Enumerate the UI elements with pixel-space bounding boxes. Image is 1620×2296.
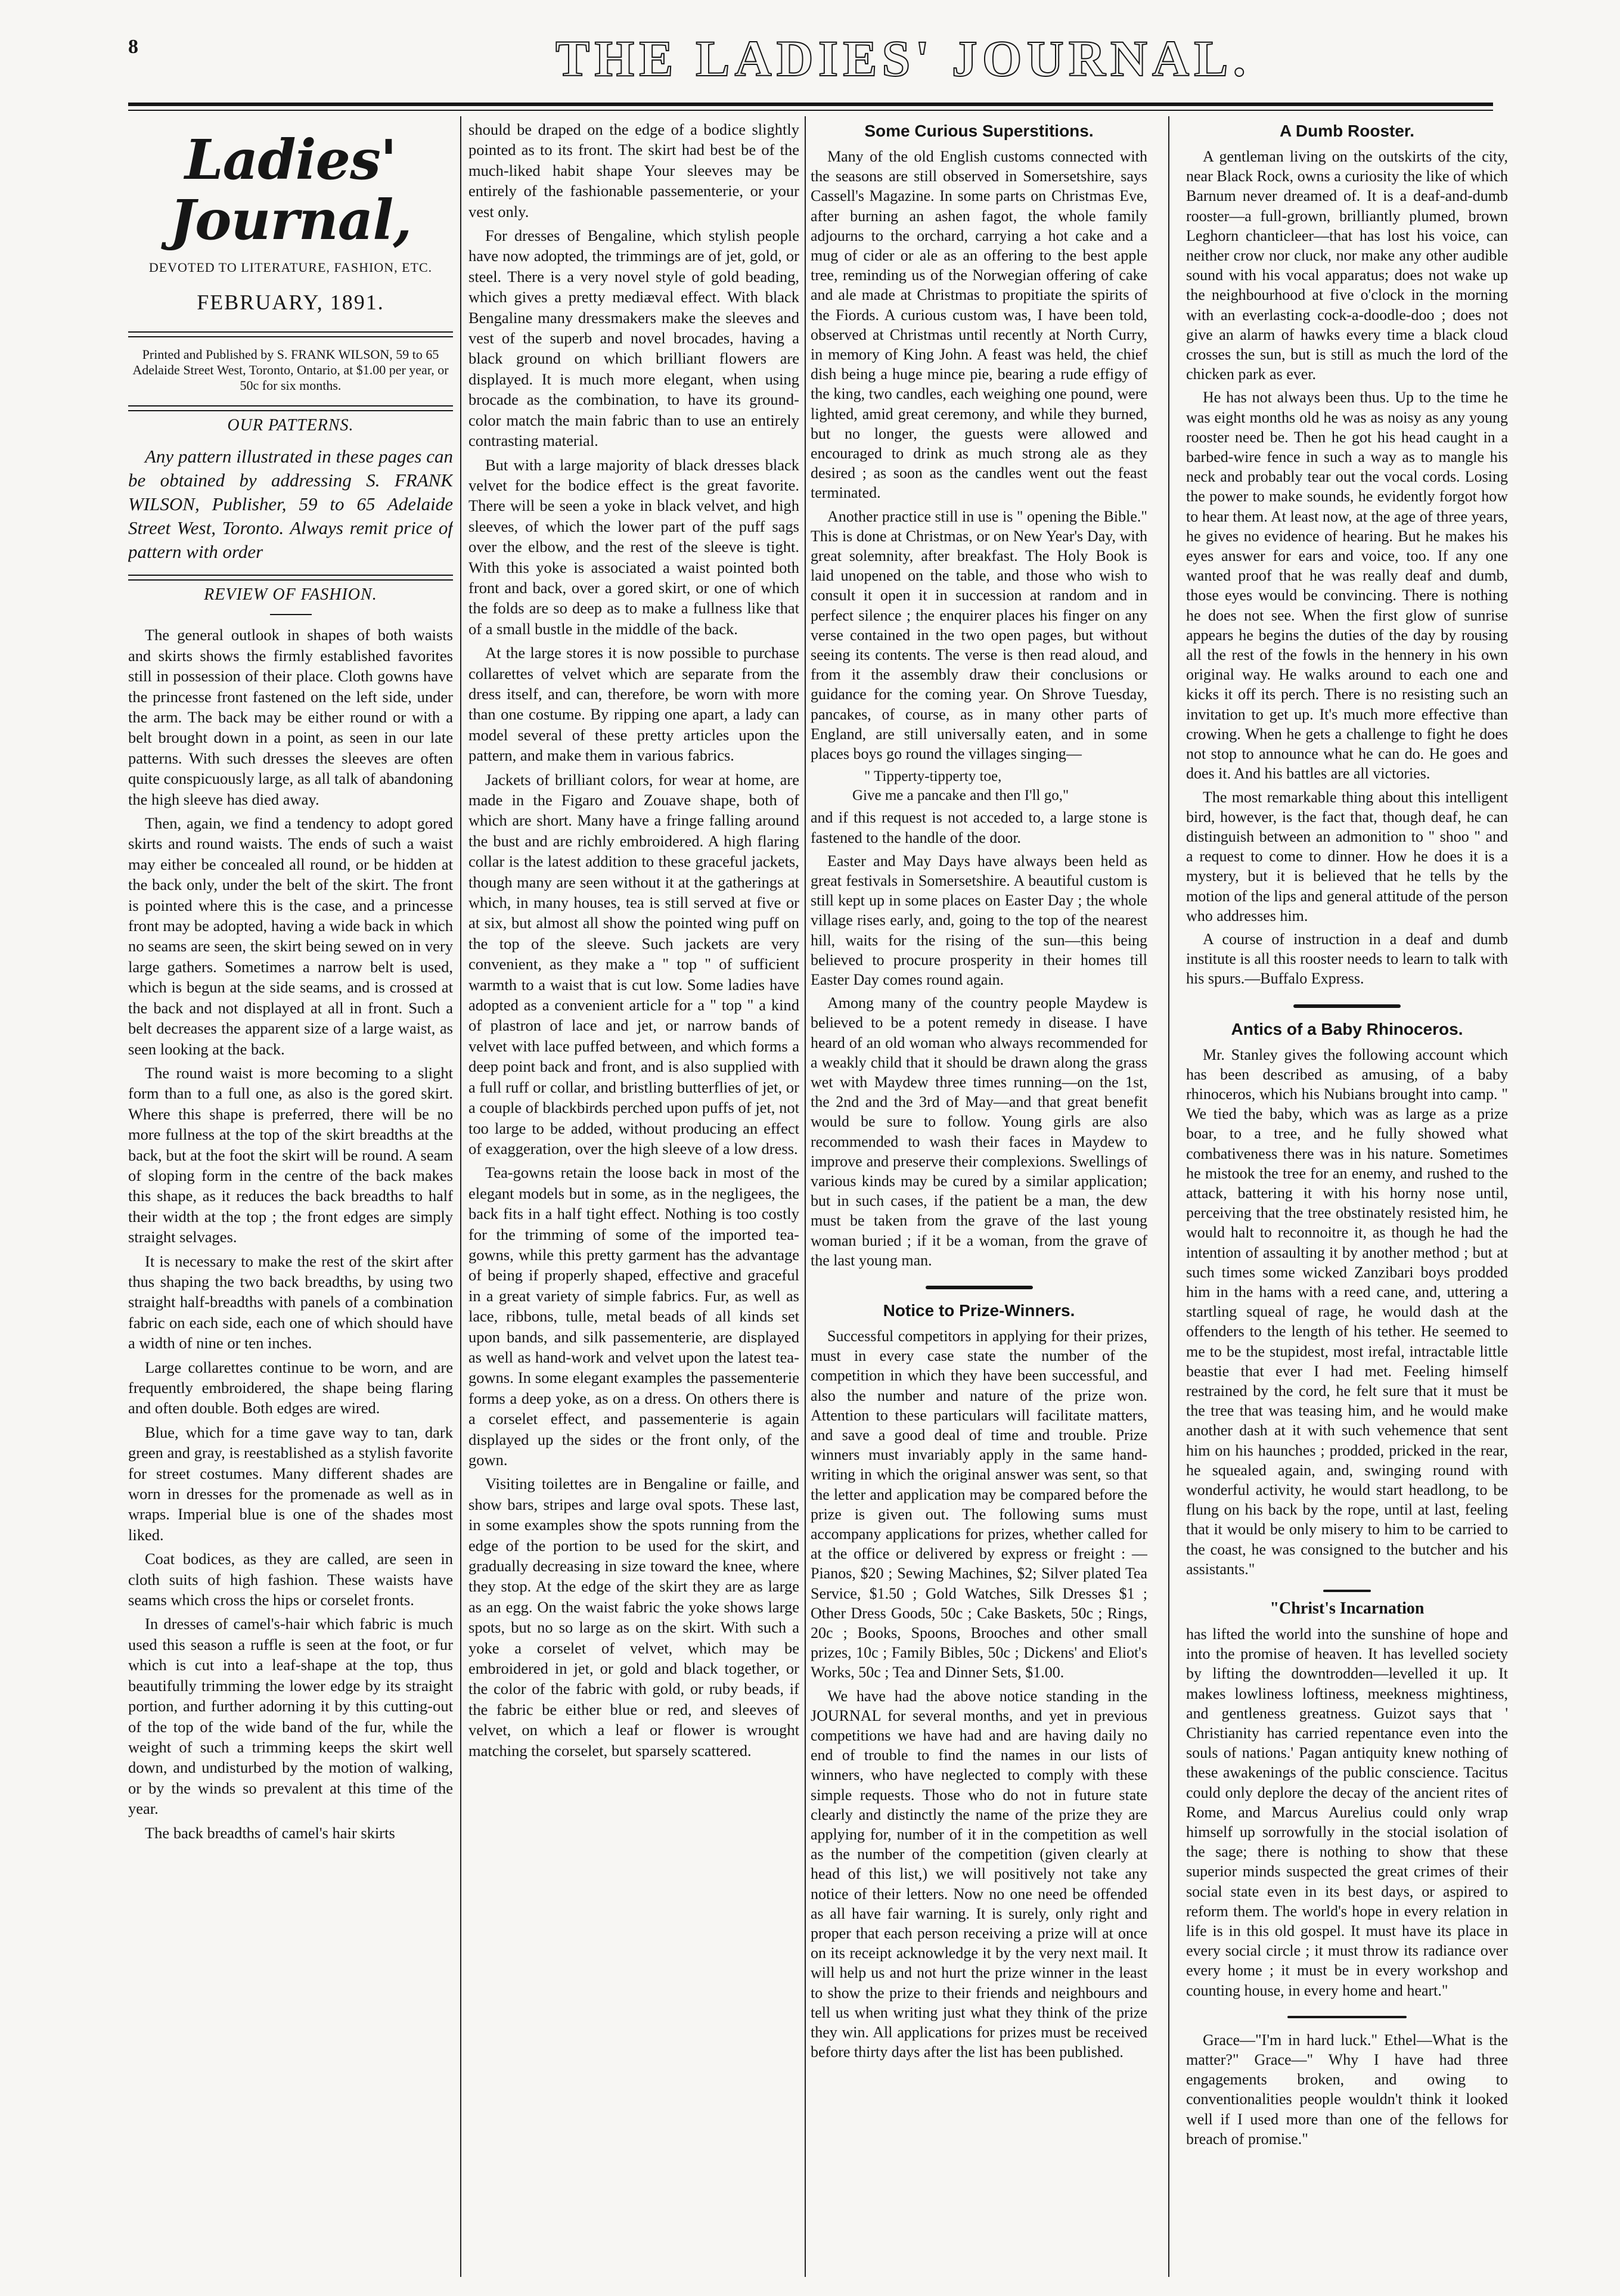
- article-paragraph: A course of instruction in a deaf and dumb institute is all this rooster needs to learn to talk with his spurs.—Buffalo Express.: [1186, 930, 1508, 988]
- article-paragraph: Coat bodices, as they are called, are seen in cloth suits of high fashion. These waists have seams which cross the hips or corselet fronts.: [128, 1550, 453, 1609]
- section-divider: [1323, 1590, 1371, 1592]
- prize-heading: Notice to Prize-Winners.: [883, 1301, 1075, 1320]
- verse-line: " Tipperty-tipperty toe,: [864, 768, 1002, 785]
- journal-tagline: DEVOTED TO LITERATURE, FASHION, ETC.: [148, 260, 433, 275]
- page-number: 8: [128, 36, 138, 58]
- column-rule-3: [1168, 116, 1169, 2277]
- article-paragraph: Jackets of brilliant colors, for wear at home, are made in the Figaro and Zouave shape, both of which are short. Many have a fringe falling around the bust and are richly embroidered. A high flaring collar is the latest addition to these graceful jackets, though many are seen without it at the gatherings at which, in many houses, tea is still served at five or at six, but almost all show the pointed wing puff on the top of the sleeve. Such jackets are very convenient, as they make a " top " of sufficient warmth to a waist that is cut low. Some ladies have adopted as a convenient article for a " top " a kind of plastron of lace and jet, or narrow bands of velvet with lace puffed between, and which forms a deep point back and front, and is also supplied with a full ruff or collar, and bristling butterflies of jet, or a couple of blackbirds perched upon puffs of jet, not too large to be added, without producing an effect of exaggeration, over the high sleeve of a low dress.: [468, 770, 799, 1158]
- column-rule-1: [460, 116, 461, 2277]
- divider: [128, 575, 453, 581]
- article-paragraph: Among many of the country people Maydew is believed to be a potent remedy in disease. I have heard of an old woman who always recommended for a weakly child that it should be drawn along the grass wet with Maydew three times running—on the 1st, the 2nd and the 3rd of May—and that great benefit would be sure to follow. Young girls are also recommended to wash their faces in Maydew to improve and preserve their complexions. Swellings of various kinds may be cured by a similar application; but in such cases, if the patient be a man, the dew must be taken from the grave of the last young woman buried ; if it be a woman, from the grave of the last young man.: [811, 994, 1147, 1269]
- superstitions-heading: Some Curious Superstitions.: [864, 122, 1094, 140]
- review-heading: REVIEW OF FASHION.: [204, 585, 377, 604]
- article-paragraph: In dresses of camel's-hair which fabric is much used this season a ruffle is seen at the foot, or fur which is cut into a leaf-shape at the top, thus beautifully trimming the lower edge by its straight portion, and further adorning it by this cutting-out of the top of the wide band of the fur, while the weight of such a trimming keeps the skirt well down, and undisturbed by the motion of walking, or by the winds so prevalent at this time of the year.: [128, 1615, 453, 1818]
- article-paragraph: The round waist is more becoming to a slight form than to a full one, as also is the gored skirt. Where this shape is preferred, there will be no more fullness at the top of the skirt breadths at the back, but at the foot the skirt will be round. A seam of sloping form in the centre of the back makes this shape, as it reduces the back breadths to half their width at the top ; the front edges are simply straight selvages.: [128, 1063, 453, 1246]
- patterns-heading: OUR PATTERNS.: [227, 416, 354, 435]
- article-paragraph: The back breadths of camel's hair skirts: [145, 1823, 395, 1842]
- header-rule-thin: [128, 110, 1493, 111]
- patterns-text: Any pattern illustrated in these pages can be obtained by addressing S. FRANK WILSON, Publisher, 59 to 65 Adelaide Street West, Toronto. Always remit price of pattern with order: [128, 446, 453, 563]
- imprint: Printed and Published by S. FRANK WILSON, 59 to 65 Adelaide Street West, Toronto, Ontario, at $1.00 per year, or 50c for six months.: [132, 347, 449, 393]
- article-paragraph: should be draped on the edge of a bodice slightly pointed as to its front. The skirt had best be of the much-liked habit shape Your sleeves may be entirely of the fashionable passementerie, or your vest only.: [468, 120, 799, 221]
- article-paragraph: We have had the above notice standing in the JOURNAL for several months, and yet in previous competitions we have had and are having daily no end of trouble to find the names in our lists of winners, who have neglected to comply with these simple requests. Those who do not in future state clearly and distinctly the name of the prize they are applying for, number of it in the competition as well as the number of the competition (given clearly at head of this list,) we will positively not take any notice of their letters. Now no one need be offended as all have fair warning. It is surely, only right and proper that each person receiving a prize will at once on its receipt acknowledge it by the very next mail. It will help us and not hurt the prize winner in the least to show the prize to their friends and neighbours and tell us when writing just what they think of the prize they win. All applications for prizes must be received before thirty days after the list has been published.: [811, 1687, 1147, 2061]
- column-2: [468, 119, 799, 1764]
- christ-heading: "Christ's Incarnation: [1270, 1599, 1425, 1618]
- column-rule-2: [805, 116, 806, 2277]
- article-paragraph: Another practice still in use is " opening the Bible." This is done at Christmas, or on New Year's Day, with great solemnity, after breakfast. The Holy Book is laid unopened on the table, and those who wish to consult it open it in succession at random and in perfect silence ; the enquirer places his finger on any verse contained in the two open pages, but without seeing its contents. The verse is then read aloud, and from it the assembly draw their conclusions or guidance for the coming year. On Shrove Tuesday, pancakes, of course, as in many other parts of England, are still universally eaten, and in some places boys go round the villages singing—: [811, 507, 1147, 763]
- verse-line: Give me a pancake and then I'll go,": [852, 787, 1069, 804]
- article-paragraph: It is necessary to make the rest of the skirt after thus shaping the two back breadths, by using two straight half-breadths with panels of a combination fabric on each side, each one of which should have a width of nine or ten inches.: [128, 1252, 453, 1352]
- header-rule-thick: [128, 103, 1493, 106]
- section-divider: [1287, 2016, 1407, 2018]
- article-paragraph: Then, again, we find a tendency to adopt gored skirts and round waists. The ends of such a waist may either be concealed all round, or be hidden at the back only, under the belt of the skirt. The front is pointed where this is the case, and a princesse front may be adopted, having a wide back in which no seams are seen, the skirt being sewed on in very large gathers. Sometimes a narrow belt is used, which is begun at the side seams, and is crossed at the back and not displayed at all in front. Such a belt decreases the apparent size of a large waist, as seen looking at the back.: [128, 814, 453, 1058]
- divider: [128, 405, 453, 411]
- article-paragraph: Blue, which for a time gave way to tan, dark green and gray, is reestablished as a stylish favorite for street costumes. Many different shades are worn in dresses for the promenade as well as in wraps. Imperial blue is one of the shades most liked.: [128, 1423, 453, 1544]
- article-paragraph: He has not always been thus. Up to the time he was eight months old he was as noisy as any young rooster need be. Then he got his head caught in a barbed-wire fence in such a way as to mangle his neck and probably tear out the vocal cords. Losing the power to make sounds, he evidently forgot how to hear them. At least now, at the age of three years, he gives no evidence of hearing. But he makes his eyes answer for ears and voice, too. If any one wanted proof that he was really deaf and dumb, those eyes would be convincing. There is nothing he does not see. When the first glow of sunrise appears he begins the duties of the day by rousing all the rest of the fowls in the hennery in his own original way. He walks around to each one and kicks it off its perch. There is no resisting such an invitation to get up. It's much more effective than crowing. When he gets a challenge to fight he does not stop to announce what he can do. He goes and does it. And his battles are all victories.: [1186, 389, 1508, 783]
- article-paragraph: Grace—"I'm in hard luck." Ethel—What is the matter?" Grace—" Why I have had three engagements broken, and owing to conventionalities people wouldn't think it looked well if I used more than one of the fellows for breach of promise.": [1186, 2031, 1508, 2148]
- column-1: [128, 119, 453, 1847]
- issue-date: FEBRUARY, 1891.: [197, 290, 384, 315]
- journal-logo: Ladies' Journal,: [169, 128, 412, 253]
- article-paragraph: has lifted the world into the sunshine of hope and into the promise of heaven. It has levelled society by lifting the downtrodden—levelled it up. It makes lowliness loftiness, meekness mightiness, and gentleness greatness. Guizot says that ' Christianity has carried repentance even into the souls of nations.' Pagan antiquity knew nothing of these awakenings of the public conscience. Tacitus could only deplore the decay of the ancient rites of Rome, and Marcus Aurelius could only wrap himself up sorrowfully in the stocial isolation of the sage; there is nothing to show that these superior minds suspected the great crimes of their social state even in its best days, or aspired to reform them. The world's hope in every relation in life is in this old gospel. It must have its place in every social circle ; it must throw its radiance over every home ; it must be in every workshop and counting house, in every home and heart.": [1186, 1625, 1508, 1999]
- article-paragraph: But with a large majority of black dresses black velvet for the bodice effect is the great favorite. There will be seen a yoke in black velvet, and high sleeves, of which the lower part of the puff sags over the elbow, and the rest of the sleeve is tight. With this yoke is associated a waist pointed both front and back, over a gored skirt, or one of which the folds are so deep as to make a fullness like that of a small bustle in the middle of the back.: [468, 455, 799, 638]
- masthead: THE LADIES' JOURNAL.: [555, 30, 1250, 87]
- article-paragraph: Many of the old English customs connected with the seasons are still observed in Somersetshire, says Cassell's Magazine. In some parts on Christmas Eve, after burning an ashen fagot, the whole family adjourns to the orchard, carrying a hot cake and a mug of cider or ale as an offering to the best apple tree, reminding us of the Norwegian offering of cake and ale made at Christmas to propitiate the spirits of the Fiords. A curious custom was, I have been told, observed at Christmas until recently at North Curry, in memory of King John. A feast was held, the chief dish being a huge mince pie, bearing a rude effigy of the king, two candles, each weighing one pound, were lighted, amid great ceremony, and while they burned, but no longer, the guests were allowed and encouraged to drink as much strong ale as they desired ; as soon as the candles went out the feast terminated.: [811, 148, 1147, 502]
- section-divider: [1293, 1004, 1401, 1008]
- article-paragraph: Mr. Stanley gives the following account which has been described as amusing, of a baby rhinoceros, which his Nubians brought into camp. " We tied the baby, which was as large as a prize boar, to a tree, and he fully showed what combativeness there was in his nature. Sometimes he mistook the tree for an enemy, and rushed to the attack, battering it with his horny nose until, perceiving that the tree obstinately resisted him, he would halt to reconnoitre it, as though he had the intention of assaulting it by another method ; but at such times some wicked Zanzibari boys prodded him in the hams with a reed cane, and, uttering a startling squeal of rage, he would dash at the offenders to the length of his tether. He seemed to me to be the stupidest, most irefal, intractable little beastie that ever I had met. Feeling himself restrained by the cord, he felt sure that it must be the tree that was teasing him, and he would make another dash at it with such vehemence that sent him on his haunches ; prodded, pricked in the rear, he squealed again, and, swinging round with wonderful activity, he would start headlong, to be flung on his back by the rope, until at last, feeling that it would be only misery to him to be carried to the coast, he was consigned to the butcher and his assistants.": [1186, 1045, 1508, 1578]
- article-paragraph: Visiting toilettes are in Bengaline or faille, and show bars, stripes and large oval spots. These last, in some examples show the spots running from the edge of the portion to be used for the skirt, and gradually decreasing in size toward the knee, where they stop. At the edge of the skirt they are as large as an egg. On the waist fabric the yoke shows large spots, but no so large as on the skirt. With such a yoke a corselet of velvet, which may be embroidered in jet, or gold and black together, or the color of the fabric with gold, or ruby beads, if the fabric be either blue or red, and sleeves of velvet, on which a leaf or flower is wrought matching the corselet, but sparsely scattered.: [468, 1475, 799, 1760]
- article-paragraph: and if this request is not acceded to, a large stone is fastened to the handle of the door.: [811, 809, 1147, 846]
- short-rule: [270, 614, 312, 615]
- column-3: [811, 119, 1147, 2065]
- article-paragraph: The most remarkable thing about this intelligent bird, however, is the fact that, though deaf, he can distinguish between an admonition to " shoo " and a request to come to dinner. How he does it is a mystery, but it is believed that he tells by the motion of the lips and general attitude of the person who addresses him.: [1186, 788, 1508, 924]
- article-paragraph: The general outlook in shapes of both waists and skirts shows the firmly established favorites still in possession of their place. Cloth gowns have the princesse front fastened on the left side, under the arm. The back may be either round or with a belt brought down in a point, as seen in our late patterns. With such dresses the sleeves are often quite conspicuously large, as all talk of abandoning the high sleeve has died away.: [128, 626, 453, 808]
- article-paragraph: Successful competitors in applying for their prizes, must in every case state the number of the competition in which they have been successful, and also the number and nature of the prize won. Attention to these particulars will facilitate matters, and save a good deal of time and trouble. Prize winners must invariably apply in the same hand-writing in which the original answer was sent, so that the letter and application may be compared before the prize is given out. The following sums must accompany applications for prizes, whether called for at the office or delivered by express or freight : —Pianos, $20 ; Sewing Machines, $2; Silver plated Tea Service, $1.50 ; Gold Watches, Silk Dresses $1 ; Other Dress Goods, 50c ; Cake Baskets, 50c ; Rings, 20c ; Books, Spoons, Brooches and other small prizes, 10c ; Family Bibles, 50c ; Dickens' and Eliot's Works, 50c ; Tea and Dinner Sets, $1.00.: [811, 1327, 1147, 1681]
- column-4: [1186, 119, 1508, 2152]
- article-paragraph: Easter and May Days have always been held as great festivals in Somersetshire. A beautiful custom is still kept up in some places on Easter Day ; the whole village rises early, and, going to the top of the nearest hill, waits for the rising of the sun—this being believed to procure prosperity in their homes till Easter Day comes round again.: [811, 852, 1147, 988]
- rhino-heading: Antics of a Baby Rhinoceros.: [1231, 1019, 1463, 1038]
- article-paragraph: Tea-gowns retain the loose back in most of the elegant models but in some, as in the negligees, the back fits in a half tight effect. Nothing is too costly for the trimming of some of the imported tea-gowns, while this pretty garment has the advantage of being if properly shaped, effective and graceful in a great variety of simple fabrics. Fur, as well as lace, ribbons, tulle, metal beads of all kinds set upon bands, and silk passementerie, are displayed as well as hand-work and velvet upon the latest tea-gowns. In some elegant examples the passementerie forms a deep yoke, as on a dress. On others there is a corselet effect, and passementerie is again displayed up the sides or the front only, of the gown.: [468, 1163, 799, 1469]
- article-paragraph: Large collarettes continue to be worn, and are frequently embroidered, the shape being flaring and often double. Both edges are wired.: [128, 1358, 453, 1417]
- divider: [128, 331, 453, 337]
- section-divider: [926, 1286, 1033, 1289]
- article-paragraph: For dresses of Bengaline, which stylish people have now adopted, the trimmings are of jet, gold, or steel. There is a very novel style of gold beading, which gives a pretty mediæval effect. With black Bengaline many dressmakers make the sleeves and vest of the superb and novel brocades, having a black ground on which brilliant flowers are displayed. It is much more elegant, when using brocade as the combination, to have its ground-color match the main fabric than to use an entirely contrasting material.: [468, 227, 799, 450]
- rooster-heading: A Dumb Rooster.: [1279, 122, 1415, 140]
- article-paragraph: At the large stores it is now possible to purchase collarettes of velvet which are separate from the dress itself, and can, therefore, be worn with more than one costume. By ripping one apart, a lady can model several of these pretty articles upon the pattern, and make them in various fabrics.: [468, 644, 799, 765]
- article-paragraph: A gentleman living on the outskirts of the city, near Black Rock, owns a curiosity the like of which Barnum never dreamed of. It is a deaf-and-dumb rooster—a full-grown, brilliantly plumed, brown Leghorn chanticleer—that has lost his voice, can neither crow nor cluck, nor make any other audible sound with his vocal apparatus; does not wake up the neighbourhood at five o'clock in the morning with an everlasting cock-a-doodle-doo ; does not give an alarm of hawks every time a black cloud crosses the sun, but is still as much the lord of the chicken park as ever.: [1186, 148, 1508, 383]
